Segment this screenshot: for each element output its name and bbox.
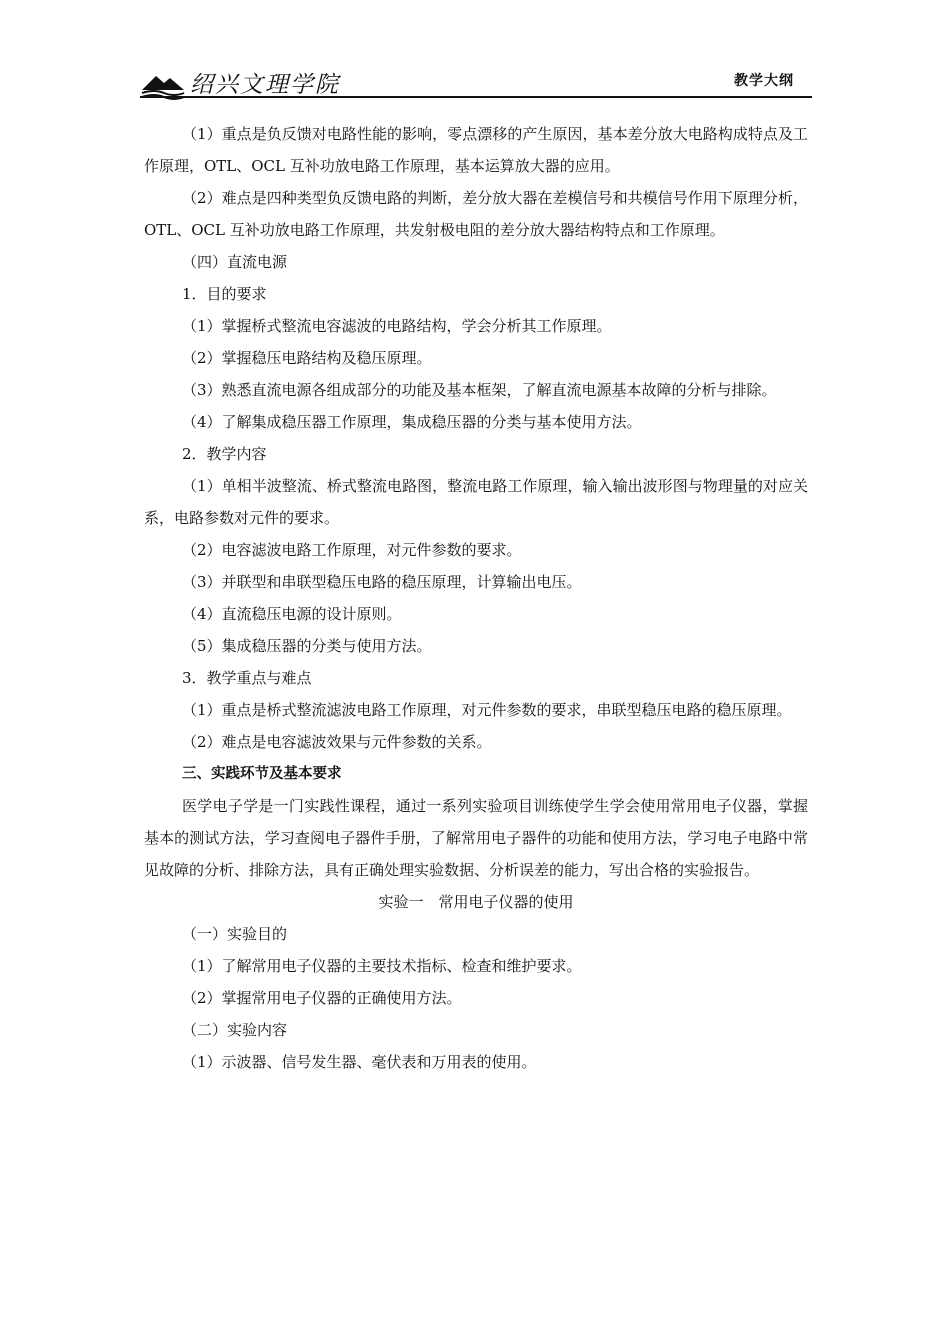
section-heading-dc-power: （四）直流电源 (182, 253, 288, 271)
experiment-purpose-item: （2）掌握常用电子仪器的正确使用方法。 (182, 989, 462, 1007)
experiment-title: 实验一 常用电子仪器的使用 (378, 893, 574, 911)
document-body (144, 118, 808, 1078)
objective-item: （3）熟悉直流电源各组成部分的功能及基本框架，了解直流电源基本故障的分析与排除。 (182, 381, 777, 399)
section-heading-practice: 三、实践环节及基本要求 (182, 766, 342, 782)
objective-item: （2）掌握稳压电路结构及稳压原理。 (182, 349, 432, 367)
subheading-key-difficult: 3．教学重点与难点 (182, 669, 312, 687)
experiment-purpose-heading: （一）实验目的 (182, 925, 288, 943)
subheading-objectives: 1．目的要求 (182, 285, 267, 303)
doc-type-label: 教学大纲 (734, 73, 794, 89)
page-header (140, 60, 812, 98)
school-name: 绍兴文理学院 (190, 72, 340, 98)
content-item: （3）并联型和串联型稳压电路的稳压原理，计算输出电压。 (182, 573, 582, 591)
school-logo (140, 66, 340, 100)
key-point-item: （1）重点是桥式整流滤波电路工作原理，对元件参数的要求，串联型稳压电路的稳压原理。 (182, 701, 792, 719)
subheading-content: 2．教学内容 (182, 445, 267, 463)
content-item: （5）集成稳压器的分类与使用方法。 (182, 637, 432, 655)
objective-item: （4）了解集成稳压器工作原理，集成稳压器的分类与基本使用方法。 (182, 413, 642, 431)
experiment-content-heading: （二）实验内容 (182, 1021, 288, 1039)
header-divider (140, 96, 812, 98)
content-item: （1）单相半波整流、桥式整流电路图，整流电路工作原理，输入输出波形图与物理量的对应关系，电路参数对元件的要求。 (144, 477, 808, 527)
content-item: （2）电容滤波电路工作原理，对元件参数的要求。 (182, 541, 522, 559)
objective-item: （1）掌握桥式整流电容滤波的电路结构，学会分析其工作原理。 (182, 317, 612, 335)
paragraph-difficulties: （2）难点是四种类型负反馈电路的判断，差分放大器在差模信号和共模信号作用下原理分析，OTL、OCL 互补功放电路工作原理，共发射极电阻的差分放大器结构特点和工作原理。 (144, 189, 808, 239)
paragraph-key-points: （1）重点是负反馈对电路性能的影响，零点漂移的产生原因，基本差分放大电路构成特点及工作原理，OTL、OCL 互补功放电路工作原理，基本运算放大器的应用。 (144, 125, 808, 175)
key-point-item: （2）难点是电容滤波效果与元件参数的关系。 (182, 733, 492, 751)
practice-description: 医学电子学是一门实践性课程，通过一系列实验项目训练使学生学会使用常用电子仪器，掌握基本的测试方法，学习查阅电子器件手册，了解常用电子器件的功能和使用方法，学习电子电路中常见故障的分析、排除方法，具有正确处理实验数据、分析误差的能力，写出合格的实验报告。 (144, 797, 808, 879)
content-item: （4）直流稳压电源的设计原则。 (182, 605, 402, 623)
experiment-purpose-item: （1）了解常用电子仪器的主要技术指标、检查和维护要求。 (182, 957, 582, 975)
experiment-content-item: （1）示波器、信号发生器、毫伏表和万用表的使用。 (182, 1053, 537, 1071)
